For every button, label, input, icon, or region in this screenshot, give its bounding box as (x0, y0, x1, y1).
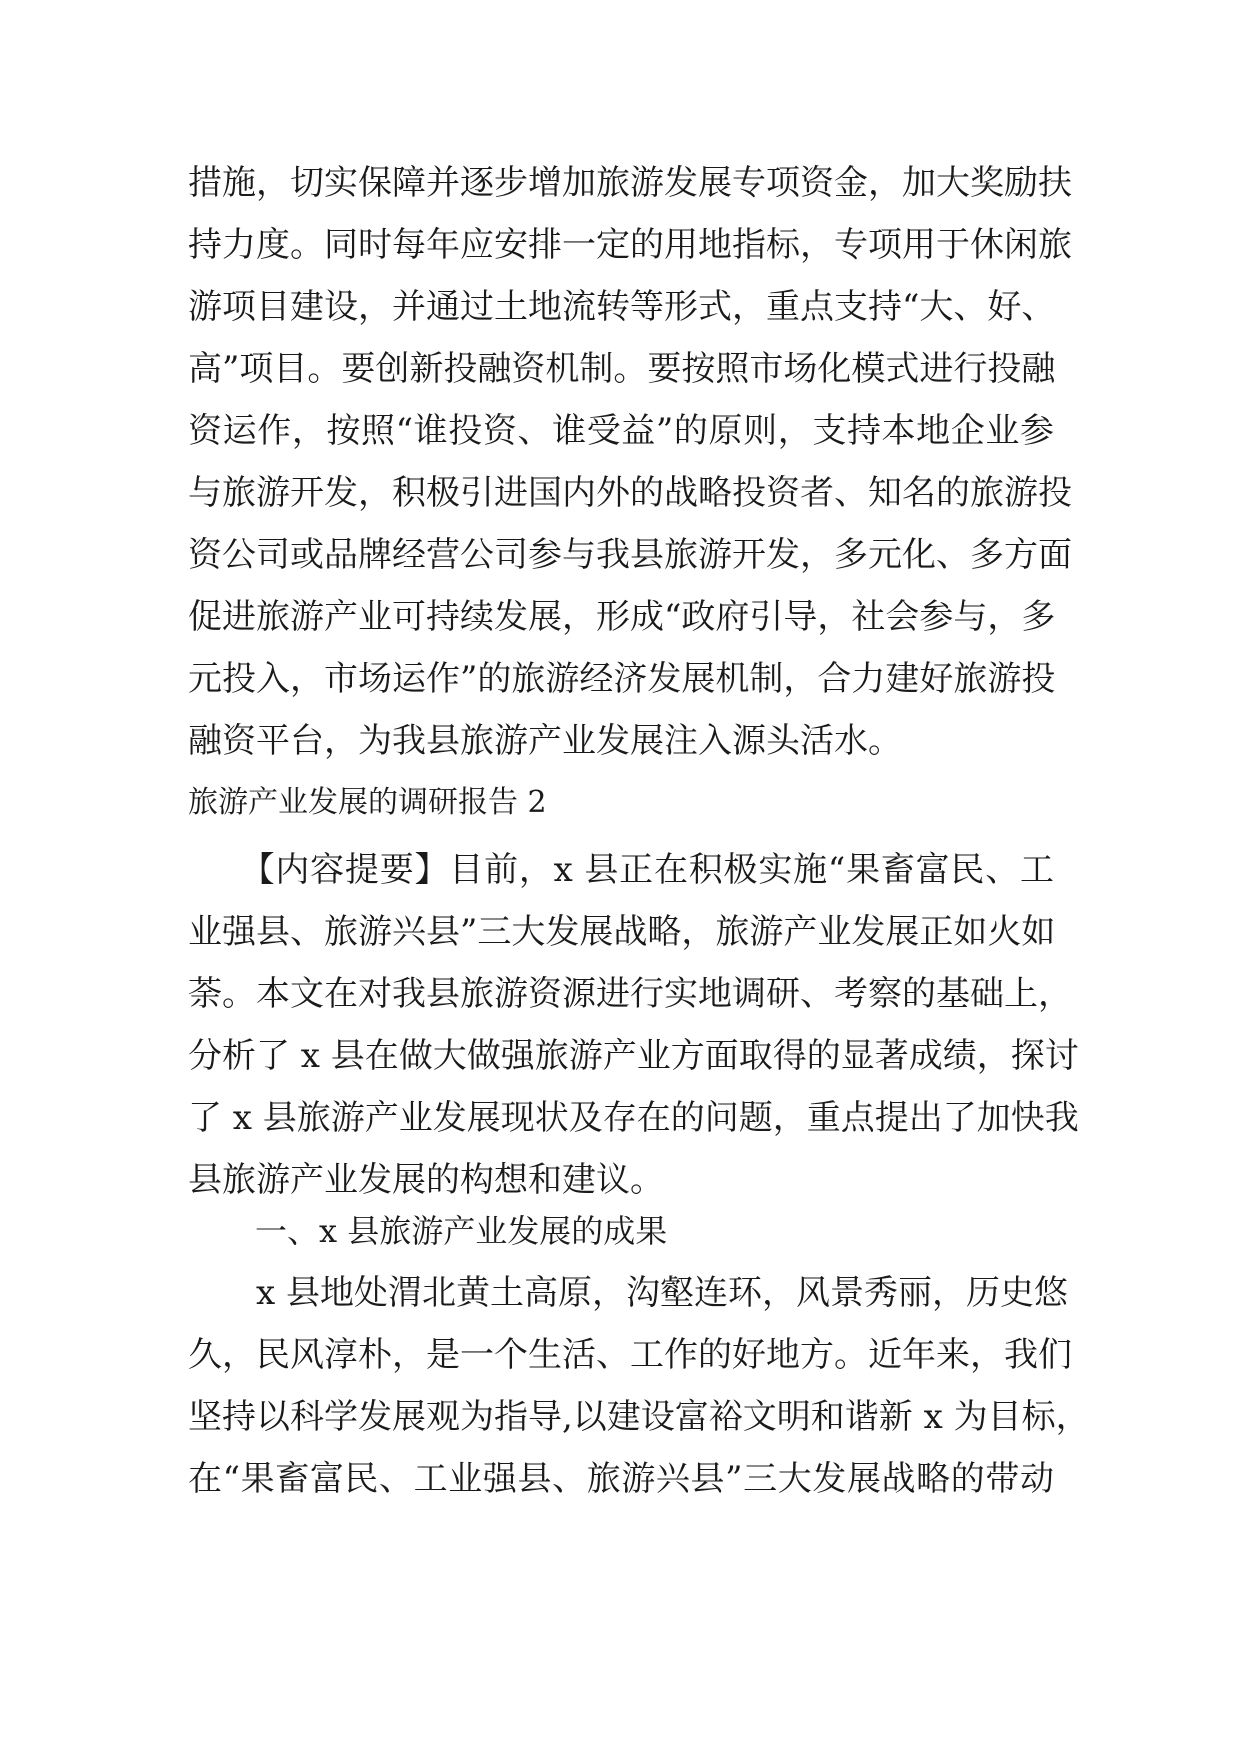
paragraph-line: 融资平台，为我县旅游产业发展注入源头活水。 (188, 721, 902, 761)
paragraph-line: 持力度。同时每年应安排一定的用地指标，专项用于休闲旅 (188, 225, 1072, 265)
section-paragraph (188, 1262, 1090, 1510)
paragraph-line: 荼。本文在对我县旅游资源进行实地调研、考察的基础上， (188, 974, 1072, 1014)
paragraph-line: 【内容提要】目前，x 县正在积极实施“果畜富民、工 (188, 850, 1054, 890)
paragraph-line: 了 x 县旅游产业发展现状及存在的问题，重点提出了加快我 (188, 1098, 1079, 1138)
paragraph-line: 高”项目。要创新投融资机制。要按照市场化模式进行投融 (188, 349, 1056, 389)
paragraph-line: 资公司或品牌经营公司参与我县旅游开发，多元化、多方面 (188, 535, 1072, 575)
intro-paragraph (188, 152, 1072, 772)
paragraph-line: 元投入，市场运作”的旅游经济发展机制，合力建好旅游投 (188, 659, 1056, 699)
paragraph-line: 县旅游产业发展的构想和建议。 (188, 1160, 664, 1200)
report-title: 旅游产业发展的调研报告 2 (188, 785, 547, 820)
paragraph-line: 坚持以科学发展观为指导,以建设富裕文明和谐新 x 为目标， (188, 1397, 1090, 1437)
paragraph-line: 在“果畜富民、工业强县、旅游兴县”三大发展战略的带动 (188, 1459, 1054, 1499)
paragraph-line: 分析了 x 县在做大做强旅游产业方面取得的显著成绩，探讨 (188, 1036, 1079, 1076)
summary-paragraph (188, 839, 1079, 1211)
paragraph-line: 资运作，按照“谁投资、谁受益”的原则，支持本地企业参 (188, 411, 1054, 451)
paragraph-line: 业强县、旅游兴县”三大发展战略，旅游产业发展正如火如 (188, 912, 1056, 952)
paragraph-line: 促进旅游产业可持续发展，形成“政府引导，社会参与，多 (188, 597, 1056, 637)
paragraph-line: 与旅游开发，积极引进国内外的战略投资者、知名的旅游投 (188, 473, 1072, 513)
paragraph-line: 游项目建设，并通过土地流转等形式，重点支持“大、好、 (188, 287, 1056, 327)
paragraph-line: 措施，切实保障并逐步增加旅游发展专项资金，加大奖励扶 (188, 163, 1072, 203)
paragraph-line: x 县地处渭北黄土高原，沟壑连环，风景秀丽，历史悠 (188, 1273, 1068, 1313)
section-heading: 一、x 县旅游产业发展的成果 (255, 1212, 668, 1250)
paragraph-line: 久，民风淳朴，是一个生活、工作的好地方。近年来，我们 (188, 1335, 1072, 1375)
